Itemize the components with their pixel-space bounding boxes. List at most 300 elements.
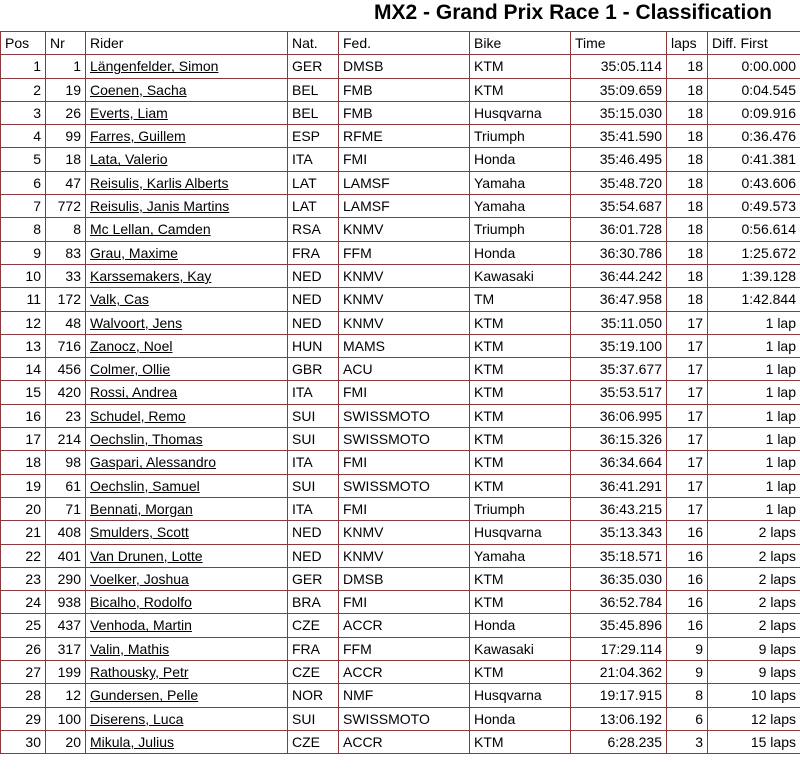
cell-rider — [86, 591, 288, 614]
col-header-rider: Rider — [86, 32, 288, 55]
cell-rider — [86, 55, 288, 78]
cell-bike: KTM — [470, 451, 571, 474]
header-row — [1, 32, 800, 55]
cell-time: 6:28.235 — [571, 730, 667, 753]
cell-bike: Yamaha — [470, 195, 571, 218]
cell-time: 35:09.659 — [571, 78, 667, 101]
cell-bike: Honda — [470, 148, 571, 171]
cell-fed: SWISSMOTO — [339, 707, 470, 730]
cell-laps: 17 — [667, 381, 708, 404]
cell-nat: LAT — [288, 195, 339, 218]
cell-nat: SUI — [288, 404, 339, 427]
cell-laps: 16 — [667, 614, 708, 637]
table-row — [1, 78, 800, 101]
cell-diff: 2 laps — [708, 614, 800, 637]
cell-bike: Honda — [470, 241, 571, 264]
cell-diff: 1 lap — [708, 334, 800, 357]
cell-pos: 26 — [1, 637, 46, 660]
cell-nat: ITA — [288, 148, 339, 171]
col-header-laps: laps — [667, 32, 708, 55]
col-header-pos: Pos — [1, 32, 46, 55]
cell-bike: Yamaha — [470, 544, 571, 567]
table-row — [1, 544, 800, 567]
cell-fed: FMB — [339, 78, 470, 101]
cell-rider — [86, 264, 288, 287]
cell-time: 35:53.517 — [571, 381, 667, 404]
cell-time: 19:17.915 — [571, 684, 667, 707]
cell-nat: RSA — [288, 218, 339, 241]
cell-pos: 19 — [1, 474, 46, 497]
cell-pos: 28 — [1, 684, 46, 707]
cell-nat: NED — [288, 288, 339, 311]
cell-pos: 22 — [1, 544, 46, 567]
rider-link[interactable]: Valin, Mathis — [90, 640, 170, 657]
cell-pos: 17 — [1, 428, 46, 451]
rider-link[interactable]: Smulders, Scott — [90, 524, 189, 541]
cell-nr: 772 — [46, 195, 86, 218]
cell-time: 35:48.720 — [571, 171, 667, 194]
table-row — [1, 707, 800, 730]
cell-laps: 16 — [667, 591, 708, 614]
table-row — [1, 497, 800, 520]
cell-laps: 8 — [667, 684, 708, 707]
cell-bike: KTM — [470, 730, 571, 753]
cell-pos: 8 — [1, 218, 46, 241]
cell-diff: 2 laps — [708, 591, 800, 614]
cell-diff: 12 laps — [708, 707, 800, 730]
cell-nr: 33 — [46, 264, 86, 287]
table-row — [1, 241, 800, 264]
rider-link[interactable]: Oechslin, Thomas — [90, 431, 203, 448]
cell-pos: 1 — [1, 55, 46, 78]
cell-rider — [86, 707, 288, 730]
cell-rider — [86, 218, 288, 241]
cell-nat: ITA — [288, 497, 339, 520]
cell-rider — [86, 358, 288, 381]
cell-fed: SWISSMOTO — [339, 474, 470, 497]
cell-rider — [86, 730, 288, 753]
cell-nr: 61 — [46, 474, 86, 497]
rider-link[interactable]: Reisulis, Janis Martins — [90, 198, 230, 215]
page-title: MX2 - Grand Prix Race 1 - Classification — [374, 1, 772, 24]
cell-nr: 98 — [46, 451, 86, 474]
cell-bike: Honda — [470, 707, 571, 730]
cell-nat: ESP — [288, 125, 339, 148]
table-row — [1, 428, 800, 451]
col-header-diff: Diff. First — [708, 32, 800, 55]
table-row — [1, 125, 800, 148]
cell-rider — [86, 614, 288, 637]
cell-rider — [86, 521, 288, 544]
cell-time: 36:47.958 — [571, 288, 667, 311]
rider-link[interactable]: Colmer, Ollie — [90, 361, 171, 378]
rider-link[interactable]: Gundersen, Pelle — [90, 687, 199, 704]
cell-bike: KTM — [470, 591, 571, 614]
cell-bike: KTM — [470, 358, 571, 381]
cell-diff: 0:09.916 — [708, 101, 800, 124]
cell-bike: Husqvarna — [470, 684, 571, 707]
cell-diff: 1 lap — [708, 358, 800, 381]
cell-laps: 18 — [667, 171, 708, 194]
cell-bike: KTM — [470, 404, 571, 427]
cell-time: 35:41.590 — [571, 125, 667, 148]
cell-pos: 23 — [1, 567, 46, 590]
cell-nr: 317 — [46, 637, 86, 660]
cell-nr: 938 — [46, 591, 86, 614]
cell-nat: BRA — [288, 591, 339, 614]
cell-bike: KTM — [470, 334, 571, 357]
cell-time: 36:41.291 — [571, 474, 667, 497]
cell-diff: 1 lap — [708, 497, 800, 520]
cell-diff: 9 laps — [708, 661, 800, 684]
cell-laps: 18 — [667, 288, 708, 311]
cell-time: 35:54.687 — [571, 195, 667, 218]
cell-nr: 83 — [46, 241, 86, 264]
cell-pos: 24 — [1, 591, 46, 614]
cell-pos: 12 — [1, 311, 46, 334]
cell-nat: NED — [288, 521, 339, 544]
cell-time: 17:29.114 — [571, 637, 667, 660]
rider-link[interactable]: Venhoda, Martin — [90, 617, 192, 634]
cell-laps: 17 — [667, 474, 708, 497]
cell-rider — [86, 195, 288, 218]
cell-laps: 16 — [667, 544, 708, 567]
table-row — [1, 264, 800, 287]
cell-bike: Kawasaki — [470, 264, 571, 287]
col-header-bike: Bike — [470, 32, 571, 55]
cell-nr: 420 — [46, 381, 86, 404]
cell-fed: ACU — [339, 358, 470, 381]
cell-time: 36:34.664 — [571, 451, 667, 474]
table-row — [1, 101, 800, 124]
cell-fed: FMI — [339, 591, 470, 614]
cell-nat: LAT — [288, 171, 339, 194]
cell-time: 35:19.100 — [571, 334, 667, 357]
cell-rider — [86, 78, 288, 101]
rider-link[interactable]: Mikula, Julius — [90, 733, 175, 750]
cell-nr: 20 — [46, 730, 86, 753]
cell-bike: Triumph — [470, 125, 571, 148]
rider-link[interactable]: Everts, Liam — [90, 104, 168, 121]
cell-fed: KNMV — [339, 544, 470, 567]
cell-pos: 4 — [1, 125, 46, 148]
cell-nat: BEL — [288, 78, 339, 101]
cell-rider — [86, 241, 288, 264]
cell-nr: 47 — [46, 171, 86, 194]
cell-bike: Triumph — [470, 497, 571, 520]
cell-fed: DMSB — [339, 55, 470, 78]
cell-fed: SWISSMOTO — [339, 404, 470, 427]
rider-link[interactable]: Coenen, Sacha — [90, 81, 187, 98]
table-row — [1, 311, 800, 334]
rider-link[interactable]: Bennati, Morgan — [90, 500, 193, 517]
cell-rider — [86, 125, 288, 148]
cell-fed: SWISSMOTO — [339, 428, 470, 451]
cell-rider — [86, 451, 288, 474]
classification-table — [0, 31, 800, 754]
cell-laps: 17 — [667, 404, 708, 427]
cell-laps: 17 — [667, 428, 708, 451]
cell-laps: 18 — [667, 218, 708, 241]
rider-link[interactable]: Zanocz, Noel — [90, 337, 173, 354]
cell-diff: 1:42.844 — [708, 288, 800, 311]
table-row — [1, 637, 800, 660]
cell-nat: NED — [288, 311, 339, 334]
rider-link[interactable]: Mc Lellan, Camden — [90, 221, 211, 238]
cell-diff: 1 lap — [708, 474, 800, 497]
cell-nat: SUI — [288, 707, 339, 730]
table-row — [1, 334, 800, 357]
cell-diff: 1 lap — [708, 404, 800, 427]
cell-time: 35:05.114 — [571, 55, 667, 78]
cell-diff: 10 laps — [708, 684, 800, 707]
cell-bike: Honda — [470, 614, 571, 637]
rider-link[interactable]: Walvoort, Jens — [90, 314, 183, 331]
cell-laps: 18 — [667, 78, 708, 101]
table-row — [1, 684, 800, 707]
rider-link[interactable]: Lata, Valerio — [90, 151, 168, 168]
cell-time: 21:04.362 — [571, 661, 667, 684]
cell-nat: ITA — [288, 381, 339, 404]
table-row — [1, 567, 800, 590]
cell-laps: 9 — [667, 661, 708, 684]
cell-bike: Triumph — [470, 218, 571, 241]
table-row — [1, 521, 800, 544]
cell-nr: 408 — [46, 521, 86, 544]
cell-bike: TM — [470, 288, 571, 311]
cell-nr: 8 — [46, 218, 86, 241]
cell-time: 35:15.030 — [571, 101, 667, 124]
cell-nr: 401 — [46, 544, 86, 567]
cell-nat: GER — [288, 55, 339, 78]
rider-link[interactable]: Gaspari, Alessandro — [90, 454, 217, 471]
rider-link[interactable]: Rathousky, Petr — [90, 664, 189, 681]
rider-link[interactable]: Schudel, Remo — [90, 407, 186, 424]
cell-bike: KTM — [470, 428, 571, 451]
cell-nat: CZE — [288, 614, 339, 637]
cell-bike: KTM — [470, 381, 571, 404]
cell-laps: 18 — [667, 264, 708, 287]
cell-diff: 2 laps — [708, 567, 800, 590]
cell-nr: 26 — [46, 101, 86, 124]
cell-nat: CZE — [288, 730, 339, 753]
table-row — [1, 218, 800, 241]
cell-rider — [86, 684, 288, 707]
cell-pos: 20 — [1, 497, 46, 520]
cell-rider — [86, 148, 288, 171]
cell-nat: NED — [288, 544, 339, 567]
cell-diff: 1 lap — [708, 428, 800, 451]
cell-diff: 1:39.128 — [708, 264, 800, 287]
table-row — [1, 591, 800, 614]
cell-fed: KNMV — [339, 218, 470, 241]
cell-pos: 5 — [1, 148, 46, 171]
cell-time: 36:44.242 — [571, 264, 667, 287]
cell-pos: 14 — [1, 358, 46, 381]
rider-link[interactable]: Oechslin, Samuel — [90, 477, 200, 494]
cell-fed: KNMV — [339, 521, 470, 544]
cell-nat: FRA — [288, 637, 339, 660]
col-header-nat: Nat. — [288, 32, 339, 55]
cell-time: 13:06.192 — [571, 707, 667, 730]
cell-laps: 17 — [667, 358, 708, 381]
cell-laps: 16 — [667, 567, 708, 590]
cell-nat: BEL — [288, 101, 339, 124]
cell-pos: 30 — [1, 730, 46, 753]
cell-rider — [86, 474, 288, 497]
cell-rider — [86, 428, 288, 451]
cell-time: 36:30.786 — [571, 241, 667, 264]
cell-fed: MAMS — [339, 334, 470, 357]
cell-pos: 21 — [1, 521, 46, 544]
cell-diff: 0:49.573 — [708, 195, 800, 218]
cell-time: 35:45.896 — [571, 614, 667, 637]
table-row — [1, 404, 800, 427]
cell-bike: KTM — [470, 55, 571, 78]
cell-diff: 1 lap — [708, 451, 800, 474]
cell-pos: 3 — [1, 101, 46, 124]
cell-rider — [86, 404, 288, 427]
cell-pos: 18 — [1, 451, 46, 474]
cell-pos: 29 — [1, 707, 46, 730]
cell-laps: 18 — [667, 241, 708, 264]
cell-fed: FMI — [339, 381, 470, 404]
cell-bike: Husqvarna — [470, 521, 571, 544]
cell-fed: FMI — [339, 451, 470, 474]
table-row — [1, 661, 800, 684]
cell-fed: FMB — [339, 101, 470, 124]
cell-diff: 0:04.545 — [708, 78, 800, 101]
cell-fed: FMI — [339, 148, 470, 171]
cell-rider — [86, 497, 288, 520]
cell-time: 35:13.343 — [571, 521, 667, 544]
rider-link[interactable]: Van Drunen, Lotte — [90, 547, 203, 564]
cell-fed: KNMV — [339, 311, 470, 334]
rider-link[interactable]: Längenfelder, Simon — [90, 58, 219, 75]
cell-diff: 9 laps — [708, 637, 800, 660]
rider-link[interactable]: Rossi, Andrea — [90, 384, 178, 401]
cell-laps: 17 — [667, 334, 708, 357]
cell-nr: 199 — [46, 661, 86, 684]
cell-nat: GER — [288, 567, 339, 590]
cell-fed: KNMV — [339, 264, 470, 287]
cell-diff: 0:43.606 — [708, 171, 800, 194]
cell-pos: 16 — [1, 404, 46, 427]
cell-rider — [86, 334, 288, 357]
cell-fed: KNMV — [339, 288, 470, 311]
table-row — [1, 148, 800, 171]
rider-link[interactable]: Valk, Cas — [90, 291, 149, 308]
cell-diff: 0:56.614 — [708, 218, 800, 241]
cell-time: 36:43.215 — [571, 497, 667, 520]
cell-nr: 172 — [46, 288, 86, 311]
cell-pos: 11 — [1, 288, 46, 311]
cell-rider — [86, 544, 288, 567]
col-header-time: Time — [571, 32, 667, 55]
cell-time: 36:15.326 — [571, 428, 667, 451]
cell-nr: 456 — [46, 358, 86, 381]
cell-bike: Yamaha — [470, 171, 571, 194]
cell-nr: 214 — [46, 428, 86, 451]
cell-nr: 437 — [46, 614, 86, 637]
cell-nr: 71 — [46, 497, 86, 520]
cell-rider — [86, 381, 288, 404]
cell-rider — [86, 637, 288, 660]
cell-pos: 6 — [1, 171, 46, 194]
cell-fed: ACCR — [339, 614, 470, 637]
cell-laps: 18 — [667, 195, 708, 218]
cell-fed: FMI — [339, 497, 470, 520]
cell-nr: 716 — [46, 334, 86, 357]
cell-bike: Husqvarna — [470, 101, 571, 124]
rider-link[interactable]: Voelker, Joshua — [90, 570, 189, 587]
cell-fed: ACCR — [339, 730, 470, 753]
rider-link[interactable]: Karssemakers, Kay — [90, 267, 212, 284]
cell-bike: KTM — [470, 311, 571, 334]
table-row — [1, 195, 800, 218]
cell-diff: 1:25.672 — [708, 241, 800, 264]
rider-link[interactable]: Grau, Maxime — [90, 244, 178, 261]
table-row — [1, 171, 800, 194]
cell-time: 36:01.728 — [571, 218, 667, 241]
cell-time: 35:46.495 — [571, 148, 667, 171]
table-row — [1, 474, 800, 497]
cell-nat: GBR — [288, 358, 339, 381]
cell-nr: 99 — [46, 125, 86, 148]
cell-rider — [86, 567, 288, 590]
rider-link[interactable]: Farres, Guillem — [90, 128, 186, 145]
cell-pos: 7 — [1, 195, 46, 218]
col-header-fed: Fed. — [339, 32, 470, 55]
cell-diff: 0:00.000 — [708, 55, 800, 78]
cell-pos: 10 — [1, 264, 46, 287]
cell-fed: ACCR — [339, 661, 470, 684]
cell-nr: 1 — [46, 55, 86, 78]
cell-pos: 9 — [1, 241, 46, 264]
cell-nat: ITA — [288, 451, 339, 474]
cell-nat: HUN — [288, 334, 339, 357]
cell-fed: LAMSF — [339, 195, 470, 218]
cell-laps: 18 — [667, 101, 708, 124]
cell-nr: 100 — [46, 707, 86, 730]
cell-diff: 2 laps — [708, 521, 800, 544]
rider-link[interactable]: Diserens, Luca — [90, 710, 184, 727]
rider-link[interactable]: Reisulis, Karlis Alberts — [90, 174, 229, 191]
cell-diff: 15 laps — [708, 730, 800, 753]
rider-link[interactable]: Bicalho, Rodolfo — [90, 594, 192, 611]
cell-rider — [86, 288, 288, 311]
cell-pos: 15 — [1, 381, 46, 404]
cell-laps: 3 — [667, 730, 708, 753]
cell-time: 35:18.571 — [571, 544, 667, 567]
cell-bike: Kawasaki — [470, 637, 571, 660]
cell-nat: FRA — [288, 241, 339, 264]
cell-pos: 13 — [1, 334, 46, 357]
cell-nr: 12 — [46, 684, 86, 707]
cell-laps: 18 — [667, 148, 708, 171]
cell-nat: NOR — [288, 684, 339, 707]
cell-rider — [86, 101, 288, 124]
cell-fed: FFM — [339, 637, 470, 660]
cell-laps: 16 — [667, 521, 708, 544]
cell-rider — [86, 171, 288, 194]
cell-laps: 9 — [667, 637, 708, 660]
cell-bike: KTM — [470, 661, 571, 684]
cell-laps: 6 — [667, 707, 708, 730]
cell-time: 36:06.995 — [571, 404, 667, 427]
cell-pos: 25 — [1, 614, 46, 637]
cell-diff: 2 laps — [708, 544, 800, 567]
